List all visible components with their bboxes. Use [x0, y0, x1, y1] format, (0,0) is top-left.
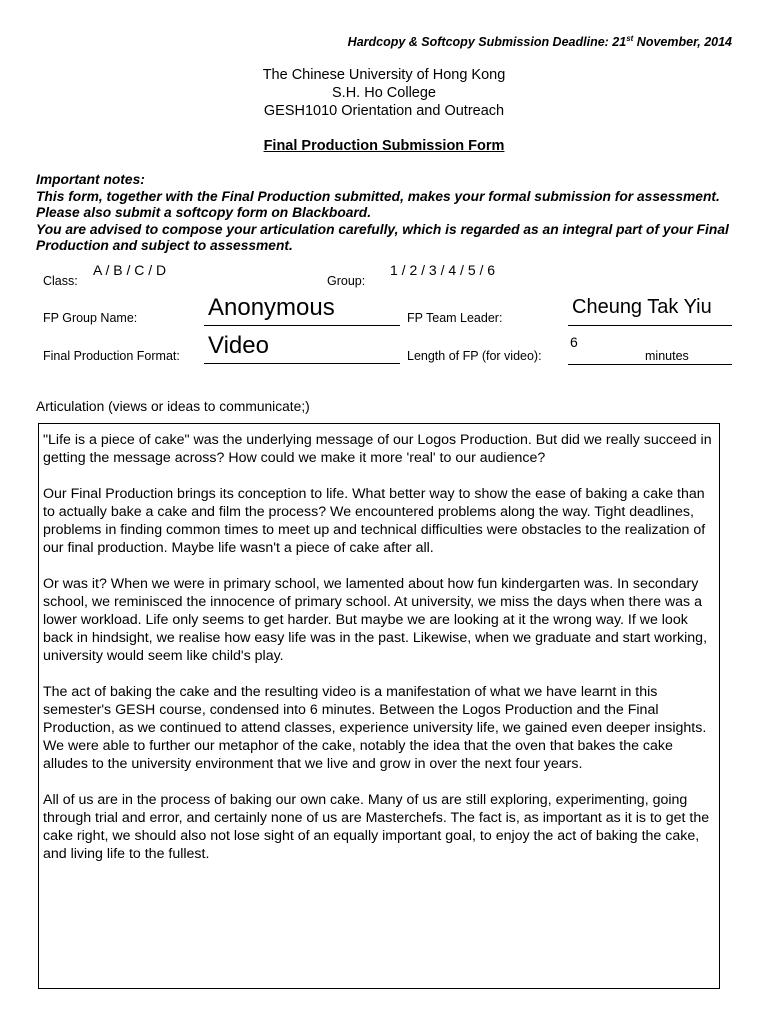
- format-value[interactable]: Video: [208, 332, 269, 359]
- length-unit: minutes: [645, 349, 689, 363]
- university-name: The Chinese University of Hong Kong: [262, 67, 506, 83]
- course-name: GESH1010 Orientation and Outreach: [263, 103, 505, 119]
- group-name-value[interactable]: Anonymous: [208, 294, 335, 321]
- college-name: S.H. Ho College: [332, 85, 436, 101]
- team-leader-label: FP Team Leader:: [407, 311, 503, 325]
- team-leader-underline: [568, 325, 732, 326]
- articulation-label: Articulation (views or ideas to communicate;): [36, 399, 310, 414]
- articulation-paragraph-2: Our Final Production brings its conception to life. What better way to show the ease of baking a cake than to actually bake a cake and film the process? We encountered problems along the way. Tight deadlines, problems in finding common times to meet up and technical difficulties were obstacles to the realization of our final production. Maybe life wasn't a piece of cake after all.: [43, 486, 706, 556]
- articulation-paragraph-3: Or was it? When we were in primary school, we lamented about how fun kindergarten was. In secondary school, we reminisced the innocence of primary school. At university, we miss the days when there was a lower workload. Life only seems to get harder. But maybe we are looking at it the wrong way. If we look back in hindsight, we realise how easy life was in the past. Likewise, when we graduate and start working, university would seem like child's play.: [43, 576, 708, 664]
- format-label: Final Production Format:: [43, 349, 180, 363]
- length-underline: [568, 364, 732, 365]
- deadline-month-year: November, 2014: [633, 35, 732, 50]
- deadline-text: Hardcopy & Softcopy Submission Deadline: 21: [347, 35, 627, 50]
- form-header: [0, 66, 768, 120]
- notes-line-3: You are advised to compose your articulation carefully, which is regarded as an integral part of your Final Production and subject to assessment.: [36, 221, 729, 254]
- notes-line-2: Please also submit a softcopy form on Blackboard.: [36, 205, 372, 221]
- team-leader-value[interactable]: Cheung Tak Yiu: [572, 296, 712, 318]
- important-notes: [36, 172, 736, 255]
- group-name-underline: [204, 325, 400, 326]
- articulation-paragraph-5: All of us are in the process of baking our own cake. Many of us are still exploring, experimenting, going through trial and error, and certainly none of us are Masterchefs. The fact is, as important as it is to get the cake right, we should also not lose sight of an equally important goal, to enjoy the act of baking the cake, and living life to the fullest.: [43, 792, 710, 862]
- articulation-paragraph-1: "Life is a piece of cake" was the underlying message of our Logos Production. But did we really succeed in getting the message across? How could we make it more 'real' to our audience?: [43, 432, 712, 466]
- notes-heading: Important notes:: [36, 172, 145, 187]
- articulation-text: [43, 431, 719, 881]
- class-label: Class:: [43, 274, 78, 288]
- class-options[interactable]: A / B / C / D: [93, 262, 167, 278]
- deadline-ordinal: st: [626, 34, 634, 43]
- length-value[interactable]: 6: [570, 334, 578, 350]
- format-underline: [204, 363, 400, 364]
- form-title: Final Production Submission Form: [263, 138, 505, 154]
- group-label: Group:: [327, 274, 366, 288]
- group-name-label: FP Group Name:: [43, 311, 138, 325]
- length-label: Length of FP (for video):: [407, 349, 542, 363]
- notes-line-1: This form, together with the Final Production submitted, makes your formal submission for assessment.: [36, 188, 720, 204]
- submission-deadline: [348, 34, 732, 49]
- articulation-paragraph-4: The act of baking the cake and the resulting video is a manifestation of what we have learnt in this semester's GESH course, condensed into 6 minutes. Between the Logos Production and the Final Production, as we continued to attend classes, experience university life, we gained even deeper insights. We were able to further our metaphor of the cake, notably the idea that the oven that bakes the cake alludes to the university environment that we live and grow in over the next four years.: [43, 684, 707, 772]
- group-options[interactable]: 1 / 2 / 3 / 4 / 5 / 6: [390, 262, 496, 278]
